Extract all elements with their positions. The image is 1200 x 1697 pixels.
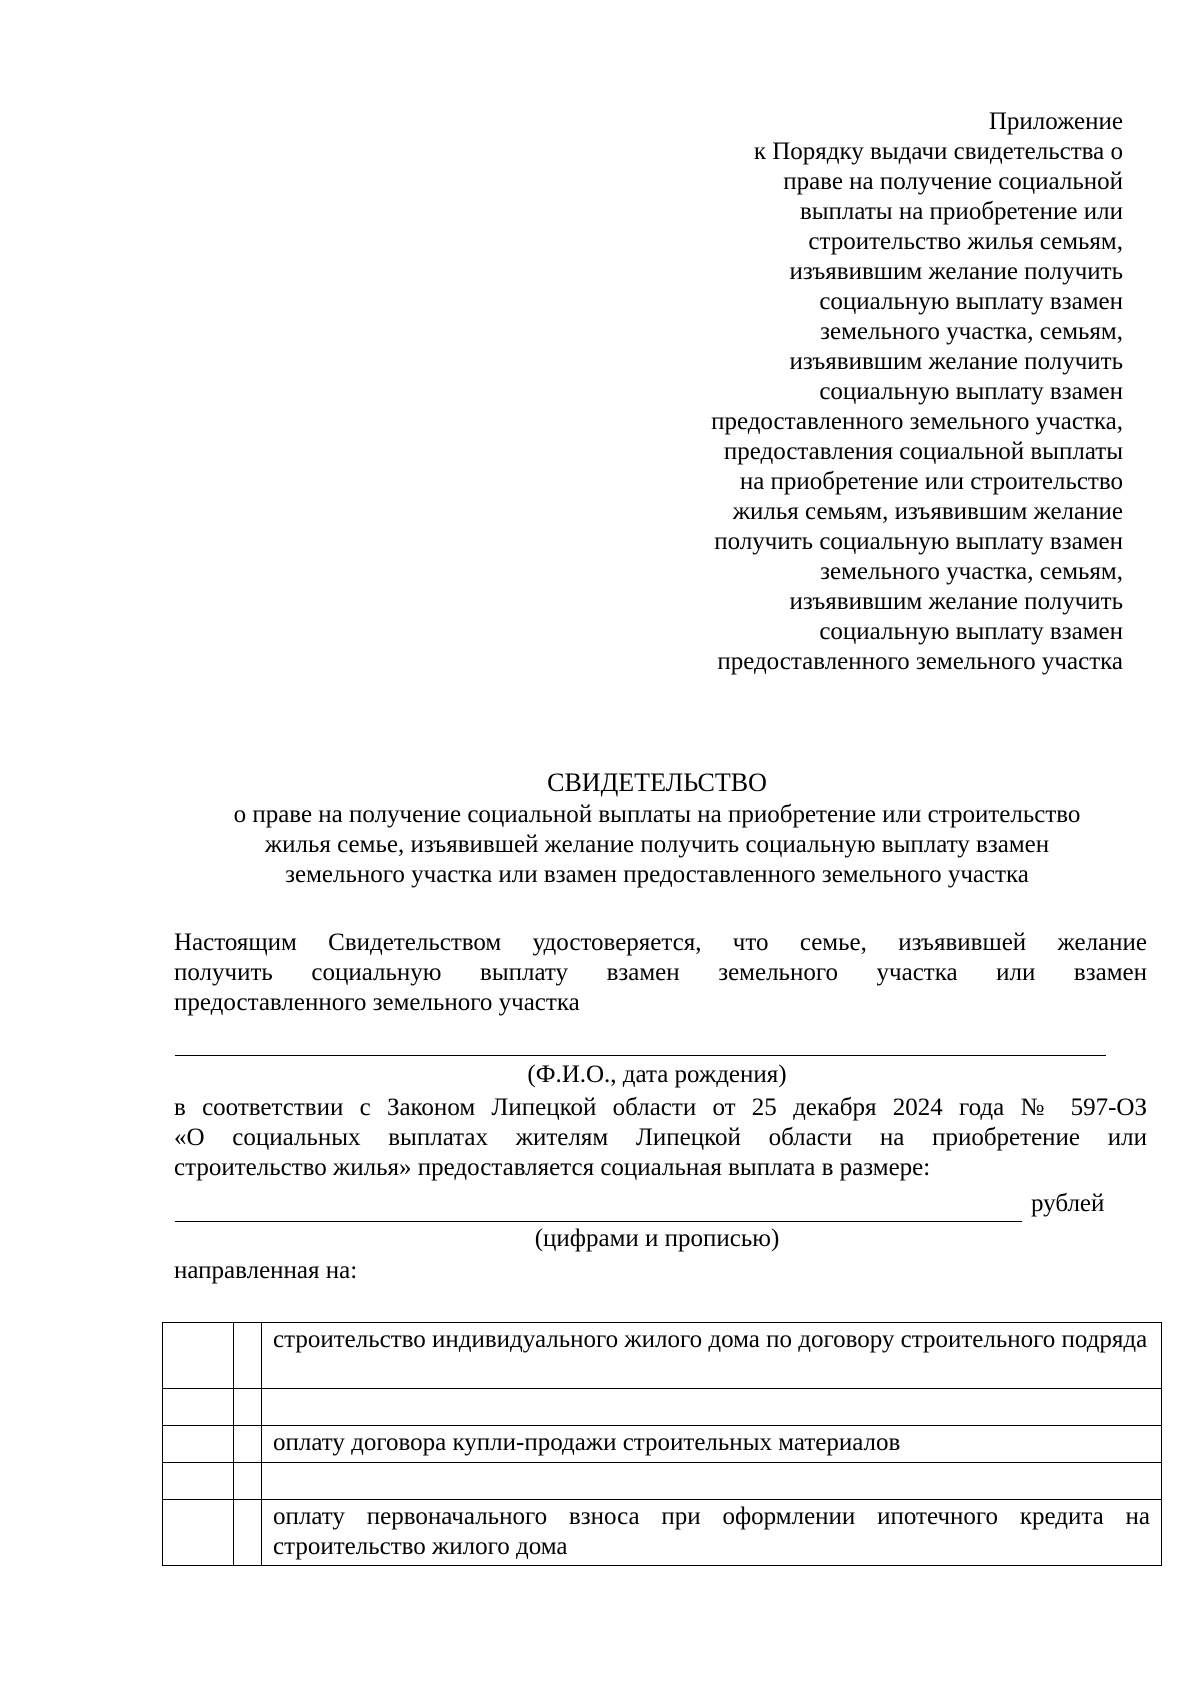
option-text-cell: [262, 1389, 1162, 1426]
appendix-line: праве на получение социальной: [783, 168, 1123, 195]
appendix-line: изъявившим желание получить: [789, 588, 1123, 615]
appendix-line: предоставленного земельного участка: [717, 648, 1123, 675]
subtitle-line: жилья семье, изъявившей желание получить социальную выплату взамен: [264, 831, 1050, 858]
option-text-cell: [262, 1500, 1162, 1566]
option-text: оплату первоначального взноса при оформлении ипотечного кредита на строительство жилого дома: [273, 1503, 1150, 1560]
appendix-line: Приложение: [988, 108, 1123, 135]
checkbox-cell[interactable]: [163, 1500, 234, 1566]
table-row: [163, 1389, 1162, 1426]
table-row: [163, 1426, 1162, 1463]
payment-purpose-table: [162, 1322, 1162, 1566]
option-text-cell: [262, 1426, 1162, 1463]
amount-blank-line[interactable]: [175, 1221, 1022, 1222]
checkbox-cell: [163, 1389, 234, 1426]
option-text-cell: [262, 1463, 1162, 1500]
appendix-line: жилья семьям, изъявившим желание: [732, 498, 1123, 525]
option-text: строительство индивидуального жилого дома по договору строительного подряда: [273, 1326, 1148, 1353]
law-line: «О социальных выплатах жителям Липецкой области на приобретение или: [174, 1124, 1147, 1151]
appendix-line: земельного участка, семьям,: [820, 558, 1123, 585]
intro-paragraph: [174, 928, 1147, 1018]
mark-cell: [234, 1389, 262, 1426]
mark-cell[interactable]: [234, 1426, 262, 1463]
mark-cell[interactable]: [234, 1500, 262, 1566]
appendix-header: [580, 107, 1123, 677]
checkbox-cell[interactable]: [163, 1426, 234, 1463]
appendix-line: изъявившим желание получить: [789, 348, 1123, 375]
appendix-line: выплаты на приобретение или: [799, 198, 1123, 225]
subtitle-line: земельного участка или взамен предоставленного земельного участка: [285, 861, 1029, 888]
amount-unit: рублей: [1031, 1190, 1105, 1217]
intro-line: получить социальную выплату взамен земельного участка или взамен: [174, 959, 1147, 986]
intro-line: предоставленного земельного участка: [174, 989, 580, 1016]
law-line: в соответствии с Законом Липецкой области от 25 декабря 2024 года № 597-ОЗ: [174, 1094, 1147, 1121]
appendix-line: социальную выплату взамен: [819, 378, 1123, 405]
certificate-subtitle: [164, 800, 1150, 890]
mark-cell[interactable]: [234, 1323, 262, 1389]
name-blank-line[interactable]: [175, 1055, 1106, 1056]
law-line: строительство жилья» предоставляется социальная выплата в размере:: [174, 1154, 931, 1181]
mark-cell: [234, 1463, 262, 1500]
table-row: [163, 1323, 1162, 1389]
appendix-line: социальную выплату взамен: [819, 288, 1123, 315]
checkbox-cell: [163, 1463, 234, 1500]
checkbox-cell[interactable]: [163, 1323, 234, 1389]
appendix-line: к Порядку выдачи свидетельства о: [753, 138, 1123, 165]
amount-caption: (цифрами и прописью): [534, 1225, 780, 1252]
intro-line: Настоящим Свидетельством удостоверяется, что семье, изъявившей желание: [174, 929, 1147, 956]
appendix-line: земельного участка, семьям,: [820, 318, 1123, 345]
name-caption: (Ф.И.О., дата рождения): [527, 1061, 787, 1088]
appendix-line: на приобретение или строительство: [739, 468, 1123, 495]
appendix-line: получить социальную выплату взамен: [714, 528, 1123, 555]
option-text-cell: [262, 1323, 1162, 1389]
law-paragraph: [174, 1093, 1147, 1183]
appendix-line: предоставленного земельного участка,: [711, 408, 1123, 435]
directed-to-label: направленная на:: [174, 1257, 358, 1284]
subtitle-line: о праве на получение социальной выплаты на приобретение или строительство: [233, 801, 1081, 828]
appendix-line: изъявившим желание получить: [789, 258, 1123, 285]
table-row: [163, 1500, 1162, 1566]
certificate-title: СВИДЕТЕЛЬСТВО: [547, 768, 767, 797]
option-text: оплату договора купли-продажи строительных материалов: [273, 1429, 901, 1456]
appendix-line: предоставления социальной выплаты: [723, 438, 1123, 465]
table-row: [163, 1463, 1162, 1500]
appendix-line: строительство жилья семьям,: [808, 228, 1123, 255]
appendix-line: социальную выплату взамен: [819, 618, 1123, 645]
